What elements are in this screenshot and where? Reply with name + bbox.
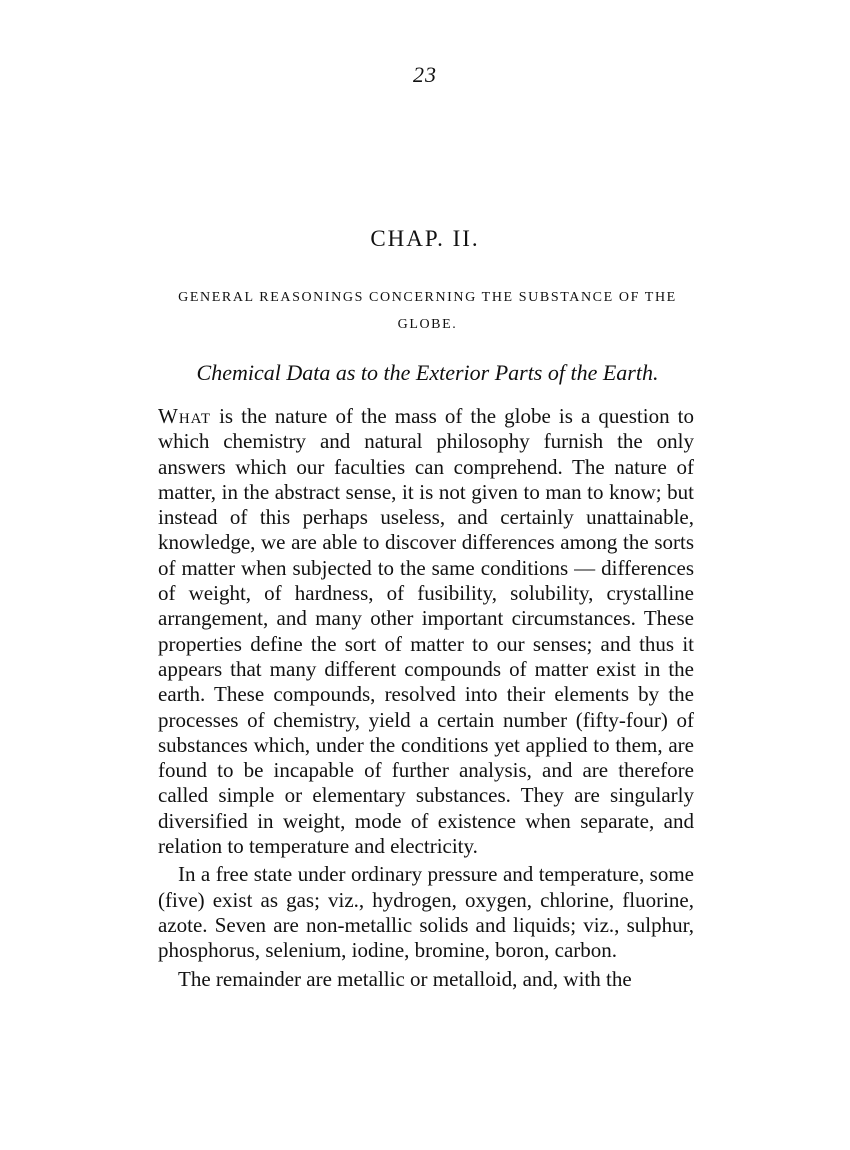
paragraph-1: [158, 404, 694, 859]
paragraph-1-text: is the nature of the mass of the globe is a question to which chemistry and natural philosophy furnish the only answers which our faculties can comprehend. The nature of matter, in the abstract sense, it is not given to man to know; but instead of this perhaps useless, and certainly unattainable, knowledge, we are able to discover differences among the sorts of matter when subjected to the same conditions — differences of weight, of hardness, of fusibility, solubility, crystalline arrangement, and many other important circumstances. These properties define the sort of matter to our senses; and thus it appears that many different compounds of matter exist in the earth. These compounds, resolved into their elements by the processes of chemistry, yield a certain number (fifty-four) of substances which, under the conditions yet applied to them, are found to be incapable of further analysis, and are therefore called simple or elementary substances. They are singularly diversified in weight, mode of existence when separate, and relation to temperature and electricity.: [158, 404, 694, 859]
paragraph-3: The remainder are metallic or metalloid, and, with the: [178, 966, 632, 991]
paragraph-2: In a free state under ordinary pressure and temperature, some (five) exist as gas; viz., hydrogen, oxygen, chlorine, fluorine, azote. Seven are non-metallic solids and liquids; viz., sulphur, phosphorus, selenium, iodine, bromine, boron, carbon.: [158, 862, 694, 963]
section-title: Chemical Data as to the Exterior Parts of the Earth.: [196, 360, 659, 385]
paragraph-lead-word: What: [158, 404, 211, 428]
chapter-heading: CHAP. II.: [370, 226, 480, 251]
body-text: [158, 404, 694, 992]
page-number: 23: [413, 62, 437, 87]
chapter-title: GENERAL REASONINGS CONCERNING THE SUBSTANCE OF THE GLOBE.: [178, 290, 677, 332]
